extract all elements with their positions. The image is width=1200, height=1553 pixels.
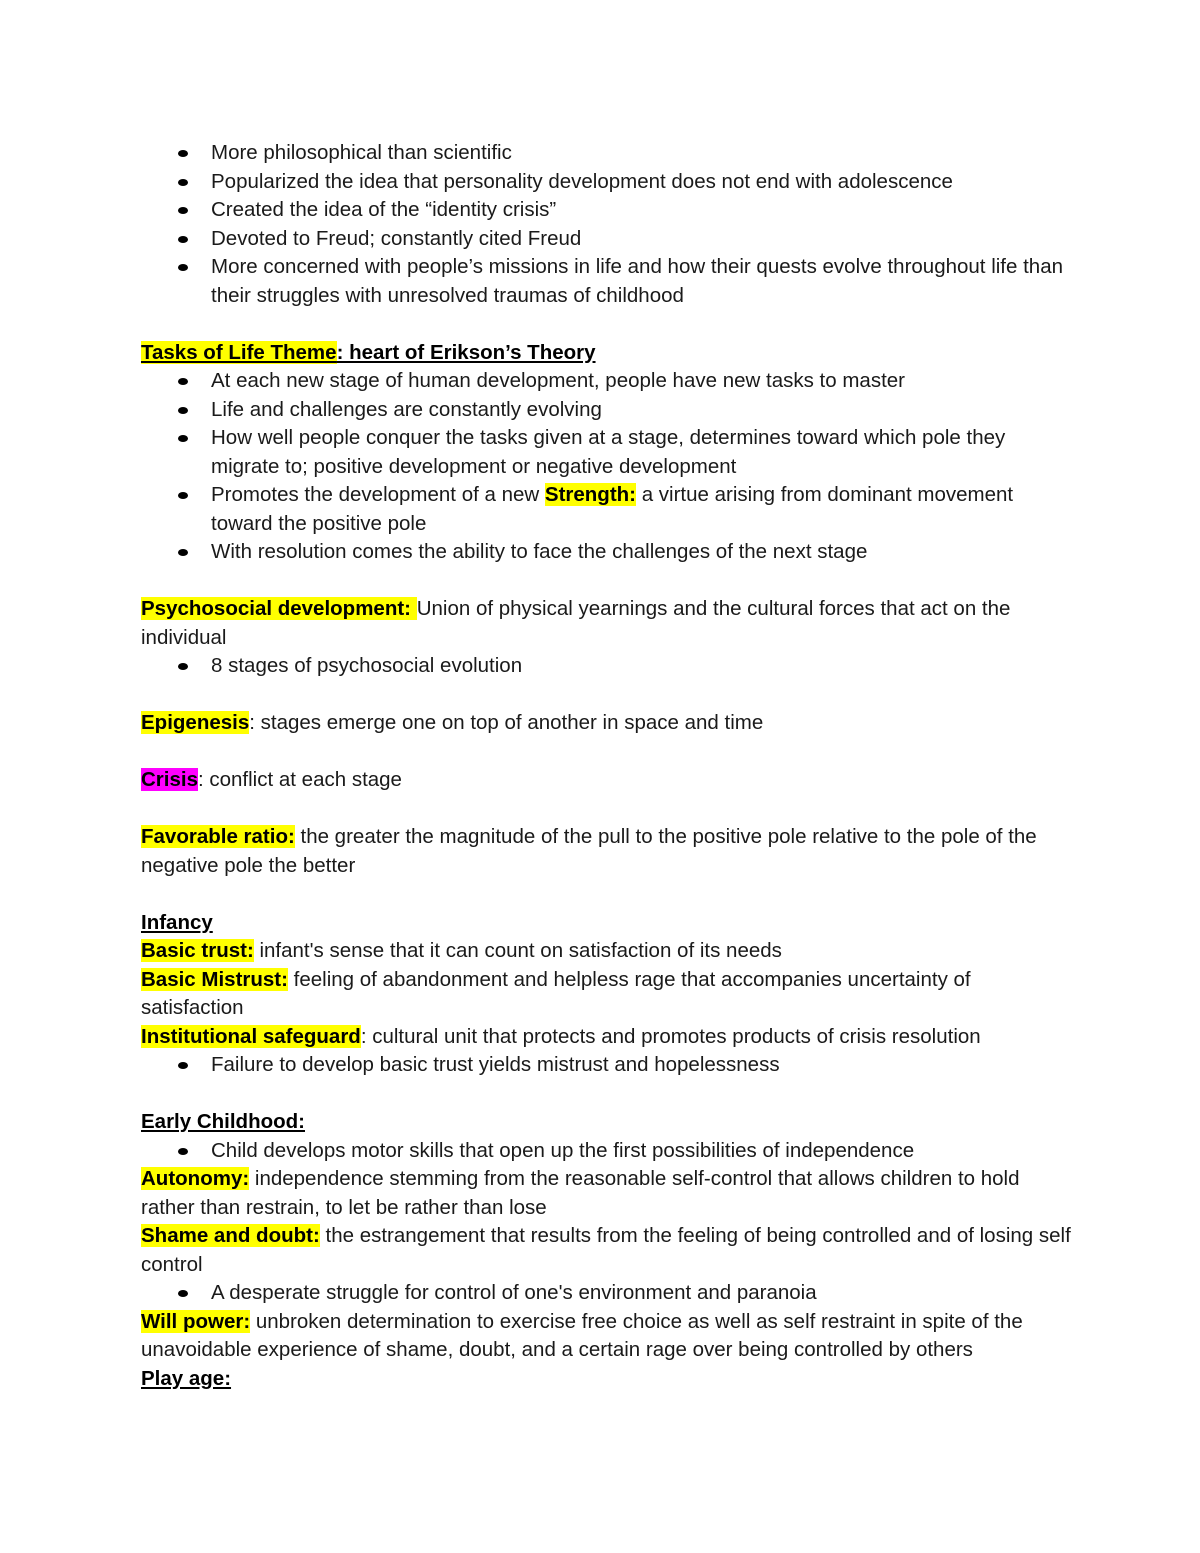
- autonomy-text: independence stemming from the reasonable self-control that allows children to hold rather than restrain, to let be rather than lose: [141, 1167, 1020, 1219]
- early-childhood-heading: [141, 1108, 1071, 1137]
- basic-trust-definition: [141, 937, 1071, 966]
- epigenesis-text: : stages emerge one on top of another in space and time: [249, 711, 764, 734]
- tasks-bullet-list: [141, 367, 1071, 567]
- will-power-definition: [141, 1308, 1071, 1365]
- list-item: More philosophical than scientific: [141, 139, 1071, 168]
- basic-mistrust-text: feeling of abandonment and helpless rage that accompanies uncertainty of satisfaction: [141, 967, 971, 1019]
- intro-bullet-list: [141, 139, 1071, 310]
- psychosocial-definition: [141, 595, 1071, 652]
- basic-mistrust-term: Basic Mistrust:: [141, 967, 288, 991]
- crisis-term: Crisis: [141, 768, 198, 791]
- tasks-heading: [141, 339, 1071, 368]
- institutional-safeguard-text: : cultural unit that protects and promotes products of crisis resolution: [360, 1024, 981, 1048]
- list-item: Popularized the idea that personality development does not end with adolescence: [141, 168, 1071, 197]
- list-item: 8 stages of psychosocial evolution: [141, 652, 1071, 681]
- document-body: [141, 139, 1071, 1393]
- favorable-ratio-term: Favorable ratio:: [141, 825, 295, 848]
- tasks-term: Tasks of Life Theme: [141, 340, 337, 364]
- list-item: Failure to develop basic trust yields mistrust and hopelessness: [141, 1051, 1071, 1080]
- list-item: Child develops motor skills that open up the first possibilities of independence: [141, 1137, 1071, 1166]
- autonomy-term: Autonomy:: [141, 1167, 250, 1190]
- basic-mistrust-definition: [141, 966, 1071, 1023]
- shame-bullet-list: [141, 1279, 1071, 1308]
- psychosocial-bullet-list: [141, 652, 1071, 681]
- list-item: Life and challenges are constantly evolving: [141, 396, 1071, 425]
- strength-term: Strength:: [544, 483, 636, 506]
- shame-doubt-term: Shame and doubt:: [141, 1224, 320, 1247]
- list-item: With resolution comes the ability to face the challenges of the next stage: [141, 538, 1071, 567]
- list-item: Created the idea of the “identity crisis”: [141, 196, 1071, 225]
- epigenesis-definition: [141, 709, 1071, 738]
- shame-doubt-definition: [141, 1222, 1071, 1279]
- institutional-safeguard-definition: [141, 1023, 1071, 1052]
- crisis-definition: [141, 766, 1071, 795]
- infancy-heading-text: Infancy: [141, 910, 213, 934]
- psychosocial-term: Psychosocial development:: [141, 597, 417, 620]
- infancy-bullet-list: [141, 1051, 1071, 1080]
- tasks-heading-rest: : heart of Erikson’s Theory: [336, 340, 596, 364]
- early-childhood-heading-text: Early Childhood:: [141, 1110, 305, 1133]
- list-item: How well people conquer the tasks given at a stage, determines toward which pole they migrate to; positive development or negative development: [141, 424, 1071, 481]
- basic-trust-text: infant's sense that it can count on satisfaction of its needs: [253, 939, 782, 962]
- strength-after: a virtue arising from dominant movement toward the positive pole: [211, 483, 1014, 535]
- crisis-text: : conflict at each stage: [197, 768, 402, 791]
- autonomy-definition: [141, 1165, 1071, 1222]
- shame-doubt-text: the estrangement that results from the feeling of being controlled and of losing self control: [141, 1224, 1071, 1276]
- basic-trust-term: Basic trust:: [141, 939, 254, 962]
- list-item: More concerned with people’s missions in life and how their quests evolve throughout life than their struggles with unresolved traumas of childhood: [141, 253, 1071, 310]
- will-power-term: Will power:: [141, 1309, 251, 1333]
- play-age-heading: [141, 1365, 1071, 1394]
- institutional-safeguard-term: Institutional safeguard: [141, 1024, 361, 1048]
- play-age-heading-text: Play age:: [141, 1366, 232, 1390]
- infancy-heading: [141, 909, 1071, 938]
- psychosocial-text: Union of physical yearnings and the cultural forces that act on the individual: [141, 597, 1011, 649]
- will-power-text: unbroken determination to exercise free choice as well as self restraint in spite of the unavoidable experience of shame, doubt, and a certain rage over being controlled by others: [141, 1309, 1023, 1361]
- early-childhood-bullet-list: [141, 1137, 1071, 1166]
- list-item: Devoted to Freud; constantly cited Freud: [141, 225, 1071, 254]
- list-item: At each new stage of human development, people have new tasks to master: [141, 367, 1071, 396]
- list-item: A desperate struggle for control of one's environment and paranoia: [141, 1279, 1071, 1308]
- epigenesis-term: Epigenesis: [141, 711, 250, 734]
- strength-before: Promotes the development of a new: [211, 483, 545, 506]
- favorable-ratio-text: the greater the magnitude of the pull to the positive pole relative to the pole of the negative pole the better: [141, 825, 1037, 877]
- list-item: [141, 481, 1071, 538]
- favorable-ratio-definition: [141, 823, 1071, 880]
